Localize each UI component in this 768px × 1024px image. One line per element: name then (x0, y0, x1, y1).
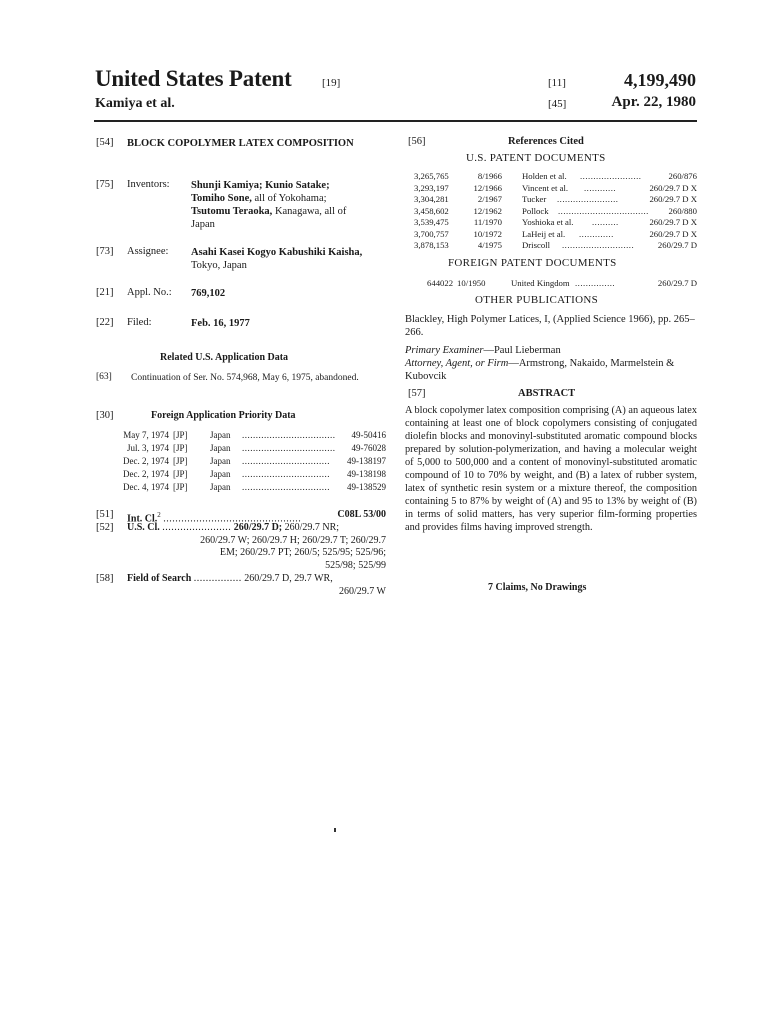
filed-code: [22] (96, 317, 114, 328)
search-line-2: 260/29.7 W (338, 585, 386, 597)
ref-class: 260/29.7 D X (649, 228, 697, 239)
priority-number: 49-138198 (347, 469, 386, 479)
patent-date: Apr. 22, 1980 (611, 94, 696, 110)
priority-code: [JP] (173, 482, 188, 492)
us-ref-row (414, 217, 697, 228)
filed-label: Filed: (127, 317, 152, 328)
primary-examiner-label: Primary Examiner (405, 345, 484, 356)
inventors-label: Inventors: (127, 179, 170, 190)
priority-date: Dec. 2, 1974 (123, 456, 169, 466)
inventors-line-2-bold: Tomiho Sone, (191, 193, 252, 204)
foreign-ref-row (427, 278, 697, 289)
ref-number: 3,878,153 (414, 240, 449, 250)
intcl-value: C08L 53/00 (337, 509, 386, 520)
appl-number: 769,102 (191, 288, 226, 299)
priority-number: 49-138529 (347, 482, 386, 492)
ref-name: Yoshioka et al. (522, 217, 574, 227)
foreign-ref-class: 260/29.7 D (657, 278, 697, 288)
abstract-code: [57] (408, 388, 426, 399)
ref-class: 260/880 (668, 205, 697, 216)
ref-date: 10/1972 (473, 228, 502, 239)
priority-row (104, 469, 386, 481)
priority-code: [JP] (173, 443, 188, 453)
priority-row (104, 456, 386, 468)
continuation-text: Continuation of Ser. No. 574,968, May 6, 1975, abandoned. (131, 373, 359, 383)
foreign-patents-heading: FOREIGN PATENT DOCUMENTS (448, 257, 617, 269)
ref-date: 12/1962 (473, 205, 502, 216)
us-ref-row (414, 206, 697, 217)
uscl-leader: ....................... (162, 522, 232, 533)
assignee-code: [73] (96, 246, 114, 257)
ref-number: 3,539,475 (414, 217, 449, 227)
assignee-location: Tokyo, Japan (191, 260, 247, 271)
patent-title: United States Patent (95, 66, 292, 91)
priority-leader: ................................ (242, 482, 330, 492)
ref-name: Tucker (522, 194, 547, 204)
intcl-code: [51] (96, 509, 114, 520)
invention-title: BLOCK COPOLYMER LATEX COMPOSITION (127, 138, 354, 149)
field-of-search-block (127, 573, 386, 598)
ref-date: 2/1967 (477, 194, 502, 204)
ref-name: Holden et al. (522, 171, 567, 181)
priority-number: 49-76028 (351, 443, 386, 453)
assignee-name: Asahi Kasei Kogyo Kabushiki Kaisha, (191, 247, 363, 258)
header-rule (94, 120, 697, 122)
ref-leader: ....................... (557, 194, 619, 204)
ref-name: Pollock (522, 205, 549, 216)
ref-leader: ....................... (580, 171, 642, 181)
us-ref-row (414, 171, 697, 182)
uscl-main: 260/29.7 D; (233, 522, 283, 533)
related-app-heading: Related U.S. Application Data (160, 352, 289, 363)
examiner-block (405, 344, 697, 383)
search-line-1: 260/29.7 D, 29.7 WR, (244, 573, 333, 584)
inventors-line-3-bold: Tsutomu Teraoka, (191, 206, 273, 217)
search-leader: ................ (193, 573, 242, 584)
claims-summary: 7 Claims, No Drawings (488, 582, 587, 593)
assignee-label: Assignee: (127, 246, 169, 257)
ref-class: 260/29.7 D X (649, 182, 697, 193)
continuation-code: [63] (96, 372, 112, 382)
priority-country: Japan (210, 482, 231, 492)
ref-name: Vincent et al. (522, 182, 569, 193)
priority-country: Japan (210, 443, 231, 453)
ref-name: LaHeij et al. (522, 228, 566, 239)
ref-number: 3,304,281 (414, 194, 449, 204)
uscl-code: [52] (96, 522, 114, 533)
appl-label: Appl. No.: (127, 287, 172, 298)
ref-date: 11/1970 (473, 217, 502, 227)
ref-leader: .......... (592, 217, 619, 227)
inventors-line-2: all of Yokohama; (251, 193, 327, 204)
inventors-line-1: Shunji Kamiya; Kunio Satake; (191, 180, 330, 191)
appl-code: [21] (96, 287, 114, 298)
filed-date: Feb. 16, 1977 (191, 318, 250, 329)
primary-examiner-name: —Paul Lieberman (483, 345, 561, 356)
ref-class: 260/876 (668, 171, 697, 181)
assignee-value (191, 246, 391, 272)
foreign-ref-number: 644022 (427, 278, 454, 288)
search-code: [58] (96, 573, 114, 584)
intcl-label: Int. Cl. (127, 513, 158, 525)
patent-number-ref: [11] (548, 77, 566, 89)
priority-leader: ................................ (242, 456, 330, 466)
priority-leader: .................................. (242, 443, 336, 453)
other-publications-text: Blackley, High Polymer Latices, I, (Applied Science 1966), pp. 265–266. (405, 314, 695, 338)
priority-leader: .................................. (242, 430, 336, 440)
priority-row (104, 443, 386, 455)
ref-number: 3,265,765 (414, 171, 449, 181)
inventors-code: [75] (96, 179, 114, 190)
ref-date: 12/1966 (473, 182, 502, 193)
uscl-line-2: 260/29.7 W; 260/29.7 H; 260/29.7 T; 260/29.7 (200, 534, 386, 546)
priority-number: 49-138197 (347, 456, 386, 466)
ref-class: 260/29.7 D X (649, 194, 697, 204)
ref-date: 4/1975 (477, 240, 502, 250)
priority-code: [JP] (173, 469, 188, 479)
us-patents-heading: U.S. PATENT DOCUMENTS (466, 152, 606, 164)
inventors-value (191, 179, 391, 231)
priority-date: May 7, 1974 (123, 430, 169, 440)
ref-leader: ........................... (562, 240, 635, 250)
ref-leader: ............ (584, 182, 617, 193)
intcl-leader: .............................................. (163, 513, 302, 525)
inventors-line-3: Kanagawa, all of (272, 206, 347, 217)
priority-number: 49-50416 (351, 430, 386, 440)
ref-leader: ............. (579, 228, 614, 239)
foreign-priority-code: [30] (96, 410, 114, 421)
ref-leader: .................................. (558, 205, 649, 216)
inventors-line-4: Japan (191, 219, 215, 230)
references-heading: References Cited (508, 136, 584, 147)
title-code: [54] (96, 137, 114, 148)
priority-date: Jul. 3, 1974 (126, 443, 169, 453)
patent-number: 4,199,490 (624, 70, 696, 90)
uscl-label: U.S. Cl. (127, 522, 160, 533)
foreign-ref-date: 10/1950 (457, 278, 486, 288)
intcl-edition: 2 (157, 511, 161, 519)
attorney-name: —Armstrong, Nakaido, Marmelstein & Kubovcik (405, 358, 675, 382)
us-ref-row (414, 194, 697, 205)
ref-date: 8/1966 (477, 171, 502, 181)
priority-row (104, 430, 386, 442)
other-publications-heading: OTHER PUBLICATIONS (475, 294, 599, 306)
abstract-heading: ABSTRACT (518, 388, 576, 399)
ref-class: 260/29.7 D X (649, 217, 697, 227)
patent-date-ref: [45] (548, 98, 567, 110)
attorney-label: Attorney, Agent, or Firm (405, 358, 509, 369)
references-code: [56] (408, 136, 426, 147)
priority-country: Japan (210, 456, 231, 466)
priority-leader: ................................ (242, 469, 330, 479)
us-ref-row (414, 229, 697, 240)
patent-title-ref: [19] (322, 77, 341, 89)
us-ref-row (414, 183, 697, 194)
us-ref-row (414, 240, 697, 251)
ref-name: Driscoll (522, 240, 550, 250)
scan-speck (334, 828, 336, 832)
priority-country: Japan (210, 469, 231, 479)
patent-authors: Kamiya et al. (95, 96, 175, 111)
priority-date: Dec. 2, 1974 (123, 469, 169, 479)
uscl-line-1: 260/29.7 NR; (282, 522, 340, 533)
ref-number: 3,458,602 (414, 205, 449, 216)
us-cl-block (127, 522, 386, 572)
priority-row (104, 482, 386, 494)
foreign-priority-heading: Foreign Application Priority Data (151, 410, 296, 421)
abstract-text: A block copolymer latex composition comprising (A) an aqueous latex containing at least one of block copolymers consisting of conjugated diolefin blocks and monovinyl-substituted aromatic compound blocks prepared by solution-polymerization, and having a molecular weight of 5,000 to 500,000 and a content of monovinyl-substituted aromatic compound of 10 to 70% by weight, and (B) a latex of rubber system, latex of synthetic resin system or a mixture thereof, the composition containing 5 to 87% by weight of (A) and 95 to 13% by weight of (B) in terms of solid matters, has very superior film-forming properties and provides films having improved strength. (405, 405, 697, 533)
priority-code: [JP] (173, 430, 188, 440)
search-label: Field of Search (127, 573, 192, 584)
priority-code: [JP] (173, 456, 188, 466)
ref-number: 3,700,757 (414, 228, 449, 239)
priority-country: Japan (210, 430, 231, 440)
uscl-line-3: EM; 260/29.7 PT; 260/5; 525/95; 525/96; (219, 547, 386, 559)
ref-number: 3,293,197 (414, 182, 449, 193)
foreign-ref-country: United Kingdom (511, 278, 570, 288)
priority-date: Dec. 4, 1974 (123, 482, 169, 492)
ref-class: 260/29.7 D (657, 240, 697, 250)
foreign-ref-leader: ............... (575, 278, 616, 288)
uscl-line-4: 525/98; 525/99 (325, 559, 386, 571)
